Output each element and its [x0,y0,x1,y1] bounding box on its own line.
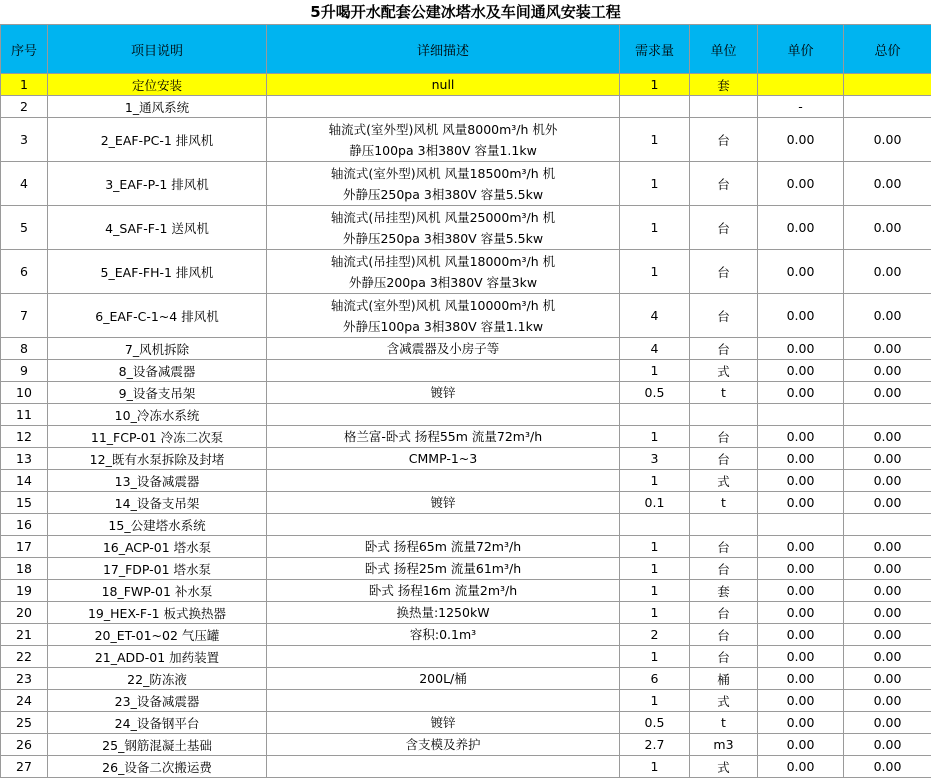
desc-line: 轴流式(室外型)风机 风量10000m³/h 机 [330,297,556,313]
cell-qty[interactable]: 6 [620,668,690,690]
table-row [1,118,931,162]
cell-price[interactable]: 0.00 [758,250,844,294]
desc-line: 轴流式(室外型)风机 风量8000m³/h 机外 [328,121,558,137]
cell-unit[interactable]: 套 [690,580,758,602]
cell-unit[interactable]: 台 [690,624,758,646]
table-row [1,558,931,580]
table-row [1,360,931,382]
cell-item[interactable]: 21_ADD-01 加药装置 [48,646,267,668]
cell-no[interactable]: 6 [1,250,48,294]
desc-line: 外静压250pa 3相380V 容量5.5kw [342,230,544,246]
cell-no[interactable]: 24 [1,690,48,712]
cell-total[interactable]: 0.00 [844,162,931,206]
cell-desc[interactable] [267,250,620,294]
cell-total[interactable]: 0.00 [844,734,931,756]
cell-unit[interactable]: 式 [690,690,758,712]
cell-no[interactable]: 9 [1,360,48,382]
cell-unit[interactable]: 台 [690,162,758,206]
cell-item[interactable]: 14_设备支吊架 [48,492,267,514]
cell-unit[interactable]: 台 [690,426,758,448]
cell-qty[interactable]: 1 [620,690,690,712]
table-row [1,96,931,118]
cell-total[interactable]: 0.00 [844,382,931,404]
cell-item[interactable]: 1_通风系统 [48,96,267,118]
cell-no[interactable]: 17 [1,536,48,558]
cell-price[interactable]: 0.00 [758,294,844,338]
cell-price[interactable]: 0.00 [758,602,844,624]
desc-line: 200L/桶 [419,671,467,686]
desc-line: CMMP-1~3 [408,451,478,466]
table-row [1,602,931,624]
cell-unit[interactable] [690,514,758,536]
cell-total[interactable]: 0.00 [844,118,931,162]
cell-price[interactable]: 0.00 [758,162,844,206]
cell-unit[interactable]: t [690,492,758,514]
header-qty[interactable]: 需求量 [620,25,690,74]
cell-qty[interactable]: 1 [620,162,690,206]
cell-price[interactable]: 0.00 [758,558,844,580]
cell-no[interactable]: 13 [1,448,48,470]
cell-no[interactable]: 8 [1,338,48,360]
cell-total[interactable]: 0.00 [844,470,931,492]
header-total[interactable]: 总价 [844,25,931,74]
table-row [1,426,931,448]
cell-desc[interactable] [267,580,620,602]
cell-item[interactable]: 9_设备支吊架 [48,382,267,404]
cell-desc[interactable] [267,470,620,492]
cell-unit[interactable]: t [690,382,758,404]
desc-line: 换热量:1250kW [396,605,490,620]
desc-line: 格兰富-卧式 扬程55m 流量72m³/h [343,429,543,444]
cell-no[interactable]: 18 [1,558,48,580]
cell-desc[interactable] [267,602,620,624]
cell-item[interactable]: 7_风机拆除 [48,338,267,360]
cell-unit[interactable] [690,404,758,426]
cell-price[interactable]: 0.00 [758,492,844,514]
cell-total[interactable]: 0.00 [844,294,931,338]
cell-qty[interactable]: 1 [620,646,690,668]
cell-price[interactable]: 0.00 [758,536,844,558]
desc-line: 轴流式(室外型)风机 风量18500m³/h 机 [330,165,556,181]
desc-line: 含支模及养护 [405,737,481,752]
cell-unit[interactable]: 式 [690,470,758,492]
cell-unit[interactable]: 式 [690,756,758,778]
cell-total[interactable]: 0.00 [844,756,931,778]
cell-total[interactable]: 0.00 [844,668,931,690]
cell-item[interactable]: 17_FDP-01 塔水泵 [48,558,267,580]
table-row [1,690,931,712]
table-row [1,536,931,558]
desc-line: 卧式 扬程65m 流量72m³/h [364,539,522,554]
cell-unit[interactable]: t [690,712,758,734]
cell-total[interactable]: 0.00 [844,690,931,712]
cell-unit[interactable]: 套 [690,74,758,96]
cell-total[interactable] [844,74,931,96]
table-row [1,206,931,250]
cell-qty[interactable]: 0.1 [620,492,690,514]
cell-price[interactable]: 0.00 [758,118,844,162]
cell-desc[interactable] [267,96,620,118]
cell-item[interactable]: 20_ET-01~02 气压罐 [48,624,267,646]
desc-line: 静压100pa 3相380V 容量1.1kw [349,142,537,158]
cell-no[interactable]: 20 [1,602,48,624]
cell-qty[interactable]: 1 [620,756,690,778]
table-row [1,712,931,734]
cell-item[interactable]: 25_钢筋混凝土基础 [48,734,267,756]
desc-line: 外静压250pa 3相380V 容量5.5kw [342,186,544,202]
cell-qty[interactable]: 1 [620,426,690,448]
cell-no[interactable]: 15 [1,492,48,514]
table-row [1,74,931,96]
cell-total[interactable]: 0.00 [844,206,931,250]
cell-qty[interactable]: 1 [620,118,690,162]
cell-qty[interactable]: 1 [620,536,690,558]
cell-price[interactable]: 0.00 [758,338,844,360]
cell-unit[interactable]: 台 [690,250,758,294]
cell-total[interactable]: 0.00 [844,602,931,624]
table-row [1,580,931,602]
desc-line: 外静压200pa 3相380V 容量3kw [348,274,538,290]
cell-no[interactable]: 23 [1,668,48,690]
cell-total[interactable] [844,404,931,426]
cell-no[interactable]: 5 [1,206,48,250]
cell-price[interactable]: 0.00 [758,580,844,602]
cell-price[interactable]: 0.00 [758,734,844,756]
cell-price[interactable] [758,74,844,96]
cell-desc[interactable] [267,668,620,690]
cell-item[interactable]: 2_EAF-PC-1 排风机 [48,118,267,162]
cell-qty[interactable] [620,514,690,536]
cell-item[interactable]: 6_EAF-C-1~4 排风机 [48,294,267,338]
cell-qty[interactable] [620,404,690,426]
cell-desc[interactable] [267,536,620,558]
cell-unit[interactable]: m3 [690,734,758,756]
cell-unit[interactable]: 台 [690,294,758,338]
cell-no[interactable]: 12 [1,426,48,448]
desc-line: 含减震器及小房子等 [386,341,500,356]
cell-no[interactable]: 2 [1,96,48,118]
cell-item[interactable]: 定位安装 [48,74,267,96]
cell-total[interactable]: 0.00 [844,580,931,602]
cell-desc[interactable] [267,690,620,712]
cell-item[interactable]: 10_冷冻水系统 [48,404,267,426]
cell-price[interactable] [758,404,844,426]
cell-desc[interactable] [267,756,620,778]
sheet-title: 5升喝开水配套公建冰塔水及车间通风安装工程 [310,3,621,21]
cell-desc[interactable] [267,360,620,382]
cell-item[interactable]: 13_设备减震器 [48,470,267,492]
table-row [1,382,931,404]
table-row [1,668,931,690]
desc-line: null [431,77,455,92]
cell-item[interactable]: 19_HEX-F-1 板式换热器 [48,602,267,624]
cell-desc[interactable] [267,74,620,96]
cell-desc[interactable] [267,646,620,668]
cell-item[interactable]: 3_EAF-P-1 排风机 [48,162,267,206]
cell-item[interactable]: 26_设备二次搬运费 [48,756,267,778]
cell-unit[interactable]: 台 [690,338,758,360]
cell-desc[interactable] [267,492,620,514]
cell-unit[interactable]: 台 [690,448,758,470]
cell-unit[interactable]: 式 [690,360,758,382]
desc-line: 容积:0.1m³ [409,627,477,642]
cell-price[interactable]: 0.00 [758,668,844,690]
table-row [1,250,931,294]
cell-total[interactable]: 0.00 [844,646,931,668]
cell-price[interactable]: 0.00 [758,756,844,778]
table-row [1,734,931,756]
cell-total[interactable]: 0.00 [844,558,931,580]
header-desc[interactable]: 详细描述 [267,25,620,74]
cell-desc[interactable] [267,426,620,448]
cell-qty[interactable]: 0.5 [620,382,690,404]
cell-no[interactable]: 10 [1,382,48,404]
desc-line: 卧式 扬程25m 流量61m³/h [364,561,522,576]
cell-item[interactable]: 18_FWP-01 补水泵 [48,580,267,602]
cell-price[interactable]: 0.00 [758,382,844,404]
cell-price[interactable]: 0.00 [758,448,844,470]
cell-price[interactable]: 0.00 [758,712,844,734]
cell-desc[interactable] [267,558,620,580]
cell-qty[interactable] [620,96,690,118]
cell-qty[interactable]: 1 [620,558,690,580]
cell-desc[interactable] [267,338,620,360]
cell-no[interactable]: 26 [1,734,48,756]
desc-line: 镀锌 [430,385,456,400]
desc-line: 镀锌 [430,495,456,510]
cell-total[interactable]: 0.00 [844,712,931,734]
cell-desc[interactable] [267,404,620,426]
cell-no[interactable]: 21 [1,624,48,646]
cell-price[interactable] [758,514,844,536]
cell-no[interactable]: 22 [1,646,48,668]
cell-price[interactable]: 0.00 [758,206,844,250]
cell-item[interactable]: 16_ACP-01 塔水泵 [48,536,267,558]
cell-no[interactable]: 25 [1,712,48,734]
cell-item[interactable]: 22_防冻液 [48,668,267,690]
cell-price[interactable]: 0.00 [758,426,844,448]
header-no[interactable]: 序号 [1,25,48,74]
quotation-table [0,24,931,778]
cell-qty[interactable]: 1 [620,206,690,250]
cell-item[interactable]: 24_设备钢平台 [48,712,267,734]
desc-line: 轴流式(吊挂型)风机 风量25000m³/h 机 [330,209,556,225]
table-row [1,162,931,206]
header-unit[interactable]: 单位 [690,25,758,74]
cell-item[interactable]: 5_EAF-FH-1 排风机 [48,250,267,294]
cell-item[interactable]: 15_公建塔水系统 [48,514,267,536]
cell-no[interactable]: 7 [1,294,48,338]
cell-total[interactable]: 0.00 [844,492,931,514]
cell-qty[interactable]: 0.5 [620,712,690,734]
cell-qty[interactable]: 3 [620,448,690,470]
desc-line: 外静压100pa 3相380V 容量1.1kw [342,318,544,334]
desc-line: 镀锌 [430,715,456,730]
table-row [1,756,931,778]
cell-desc[interactable] [267,514,620,536]
cell-no[interactable]: 3 [1,118,48,162]
table-body [1,74,931,778]
cell-no[interactable]: 16 [1,514,48,536]
cell-unit[interactable] [690,96,758,118]
cell-qty[interactable]: 1 [620,250,690,294]
cell-price[interactable]: - [758,96,844,118]
cell-desc[interactable] [267,294,620,338]
table-row [1,646,931,668]
desc-line: 轴流式(吊挂型)风机 风量18000m³/h 机 [330,253,556,269]
cell-no[interactable]: 4 [1,162,48,206]
cell-desc[interactable] [267,382,620,404]
cell-qty[interactable]: 1 [620,360,690,382]
table-row [1,404,931,426]
cell-qty[interactable]: 1 [620,74,690,96]
cell-price[interactable]: 0.00 [758,470,844,492]
table-row [1,338,931,360]
cell-total[interactable]: 0.00 [844,624,931,646]
cell-item[interactable]: 12_既有水泵拆除及封堵 [48,448,267,470]
cell-no[interactable]: 1 [1,74,48,96]
cell-qty[interactable]: 4 [620,338,690,360]
cell-qty[interactable]: 2 [620,624,690,646]
desc-line: 卧式 扬程16m 流量2m³/h [368,583,518,598]
cell-desc[interactable] [267,624,620,646]
header-price[interactable]: 单价 [758,25,844,74]
cell-item[interactable]: 4_SAF-F-1 送风机 [48,206,267,250]
cell-desc[interactable] [267,206,620,250]
cell-qty[interactable]: 1 [620,580,690,602]
cell-no[interactable]: 19 [1,580,48,602]
header-item[interactable]: 项目说明 [48,25,267,74]
cell-unit[interactable]: 台 [690,602,758,624]
cell-total[interactable] [844,514,931,536]
cell-qty[interactable]: 1 [620,470,690,492]
table-row [1,492,931,514]
cell-unit[interactable]: 台 [690,646,758,668]
cell-qty[interactable]: 1 [620,602,690,624]
table-row [1,514,931,536]
cell-no[interactable]: 14 [1,470,48,492]
cell-qty[interactable]: 2.7 [620,734,690,756]
cell-unit[interactable]: 台 [690,118,758,162]
table-row [1,294,931,338]
table-row [1,470,931,492]
header-row [1,25,931,74]
table-row [1,624,931,646]
cell-total[interactable]: 0.00 [844,360,931,382]
cell-item[interactable]: 23_设备减震器 [48,690,267,712]
cell-unit[interactable]: 台 [690,558,758,580]
cell-total[interactable]: 0.00 [844,250,931,294]
cell-qty[interactable]: 4 [620,294,690,338]
cell-total[interactable]: 0.00 [844,338,931,360]
cell-unit[interactable]: 台 [690,206,758,250]
cell-desc[interactable] [267,734,620,756]
cell-total[interactable]: 0.00 [844,426,931,448]
cell-desc[interactable] [267,712,620,734]
cell-item[interactable]: 8_设备减震器 [48,360,267,382]
table-row [1,448,931,470]
cell-desc[interactable] [267,118,620,162]
cell-total[interactable]: 0.00 [844,536,931,558]
cell-price[interactable]: 0.00 [758,690,844,712]
cell-total[interactable]: 0.00 [844,448,931,470]
cell-unit[interactable]: 台 [690,536,758,558]
cell-item[interactable]: 11_FCP-01 冷冻二次泵 [48,426,267,448]
cell-no[interactable]: 27 [1,756,48,778]
cell-price[interactable]: 0.00 [758,646,844,668]
cell-price[interactable]: 0.00 [758,624,844,646]
cell-desc[interactable] [267,448,620,470]
cell-total[interactable] [844,96,931,118]
cell-price[interactable]: 0.00 [758,360,844,382]
cell-no[interactable]: 11 [1,404,48,426]
cell-unit[interactable]: 桶 [690,668,758,690]
cell-desc[interactable] [267,162,620,206]
